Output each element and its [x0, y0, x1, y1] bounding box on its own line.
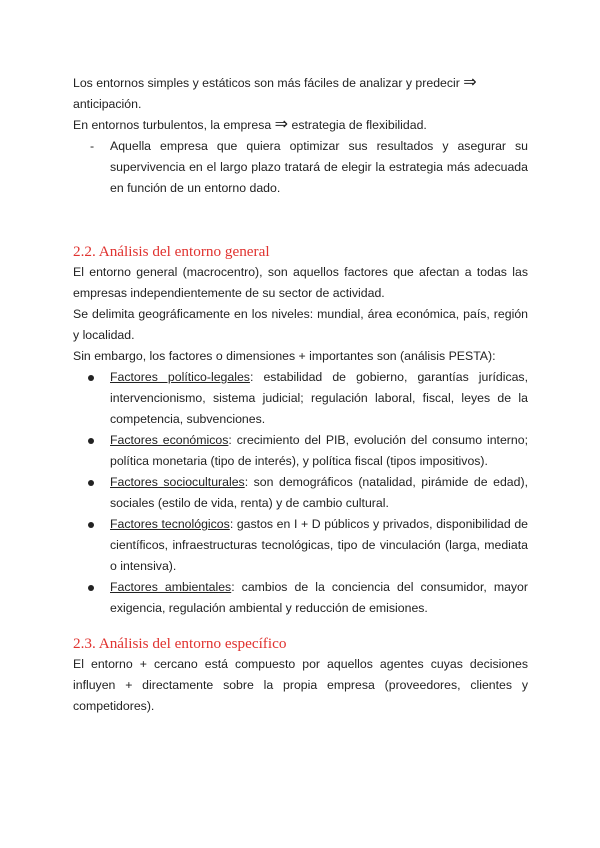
factor-term: Factores socioculturales: [110, 475, 245, 489]
intro-line-1: Los entornos simples y estáticos son más fáciles de analizar y predecir ⇒: [73, 74, 477, 91]
bullet-icon: [88, 522, 94, 528]
factors-list: [73, 367, 528, 619]
general-paragraph-3: Sin embargo, los factores o dimensiones + importantes son (análisis PESTA):: [73, 349, 496, 363]
factor-item-sociocultural: [73, 472, 528, 514]
factor-desc: : cambios de la conciencia del consumidor, mayor exigencia, regulación ambiental y reducción de emisiones.: [110, 580, 528, 615]
factor-term: Factores ambientales: [110, 580, 232, 594]
bullet-icon: [88, 585, 94, 591]
general-paragraph-2: Se delimita geográficamente en los niveles: mundial, área económica, país, región y localidad.: [73, 307, 528, 342]
factor-desc: : son demográficos (natalidad, pirámide de edad), sociales (estilo de vida, renta) y de cambio cultural.: [110, 475, 528, 510]
section-heading-specific: 2.3. Análisis del entorno específico: [73, 635, 287, 652]
implies-arrow-icon: ⇒: [463, 74, 477, 91]
implies-arrow-icon: ⇒: [274, 116, 289, 133]
factor-term: Factores político-legales: [110, 370, 250, 384]
factor-term: Factores económicos: [110, 433, 229, 447]
specific-paragraph-1: El entorno + cercano está compuesto por aquellos agentes cuyas decisiones influyen + directamente sobre la propia empresa (proveedores, clientes y competidores).: [73, 657, 528, 713]
factor-item-environmental: [73, 577, 528, 619]
general-paragraph-1: El entorno general (macrocentro), son aquellos factores que afectan a todas las empresas independientemente de su sector de actividad.: [73, 265, 528, 300]
bullet-icon: [88, 438, 94, 444]
factor-item-economic: [73, 430, 528, 472]
document-content: [73, 73, 528, 717]
section-heading-general: 2.2. Análisis del entorno general: [73, 243, 270, 260]
bullet-icon: [88, 480, 94, 486]
factor-item-technological: [73, 514, 528, 577]
intro-line-2: En entornos turbulentos, la empresa ⇒ estrategia de flexibilidad.: [73, 116, 427, 133]
dash-item-text: Aquella empresa que quiera optimizar sus resultados y asegurar su supervivencia en el largo plazo tratará de elegir la estrategia más adecuada en función de un entorno dado.: [110, 139, 528, 195]
dash-list-item: [73, 136, 528, 199]
bullet-icon: [88, 375, 94, 381]
factor-desc: : crecimiento del PIB, evolución del consumo interno; política monetaria (tipo de interés), y política fiscal (tipos impositivos).: [110, 433, 528, 468]
factor-term: Factores tecnológicos: [110, 517, 230, 531]
factor-item-political: [73, 367, 528, 430]
factor-desc: : estabilidad de gobierno, garantías jurídicas, intervencionismo, sistema judicial; regulación laboral, fiscal, leyes de la competencia, subvenciones.: [110, 370, 528, 426]
dash-marker: -: [90, 139, 95, 153]
factor-desc: : gastos en I + D públicos y privados, disponibilidad de científicos, infraestructuras tecnológicas, tipo de vinculación (larga, mediata o intensiva).: [110, 517, 528, 573]
intro-line-1-continuation: anticipación.: [73, 97, 142, 111]
